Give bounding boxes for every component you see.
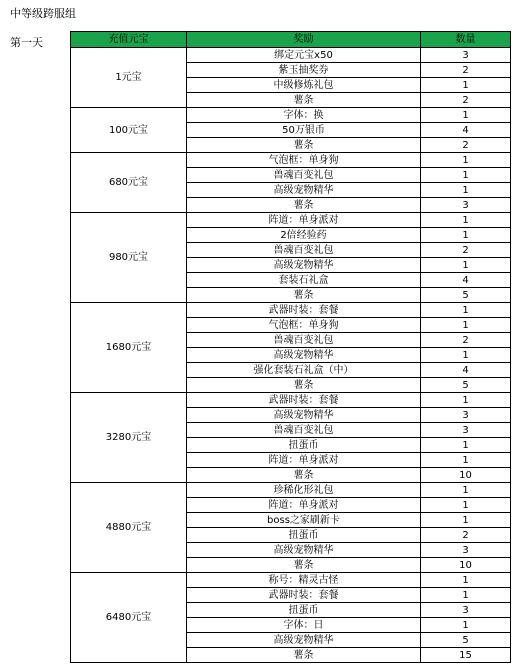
reward-quantity: 4 <box>421 273 511 288</box>
recharge-tier: 1元宝 <box>71 48 187 108</box>
recharge-tier: 100元宝 <box>71 108 187 153</box>
reward-quantity: 1 <box>421 513 511 528</box>
reward-name: 兽魂百变礼包 <box>187 243 421 258</box>
reward-quantity: 2 <box>421 243 511 258</box>
table-row <box>71 483 511 498</box>
recharge-tier: 4880元宝 <box>71 483 187 573</box>
reward-name: 薯条 <box>187 648 421 663</box>
reward-name: 高级宠物精华 <box>187 183 421 198</box>
table-row <box>71 48 511 63</box>
reward-quantity: 4 <box>421 363 511 378</box>
reward-quantity: 10 <box>421 468 511 483</box>
reward-name: 称号：精灵古怪 <box>187 573 421 588</box>
table-header-row <box>71 32 511 48</box>
reward-quantity: 2 <box>421 63 511 78</box>
reward-quantity: 2 <box>421 333 511 348</box>
reward-table <box>70 31 511 663</box>
reward-name: 薯条 <box>187 378 421 393</box>
reward-quantity: 1 <box>421 498 511 513</box>
table-row <box>71 153 511 168</box>
reward-name: 薯条 <box>187 288 421 303</box>
recharge-tier: 1680元宝 <box>71 303 187 393</box>
reward-quantity: 5 <box>421 288 511 303</box>
reward-name: 薯条 <box>187 198 421 213</box>
reward-quantity: 1 <box>421 393 511 408</box>
table-row <box>71 108 511 123</box>
reward-quantity: 1 <box>421 438 511 453</box>
reward-quantity: 4 <box>421 123 511 138</box>
table-row <box>71 573 511 588</box>
reward-quantity: 3 <box>421 543 511 558</box>
reward-quantity: 10 <box>421 558 511 573</box>
reward-name: 中级修炼礼包 <box>187 78 421 93</box>
reward-name: 套装石礼盒 <box>187 273 421 288</box>
reward-quantity: 15 <box>421 648 511 663</box>
table-row <box>71 213 511 228</box>
reward-name: 绑定元宝x50 <box>187 48 421 63</box>
reward-quantity: 5 <box>421 378 511 393</box>
reward-name: 扭蛋币 <box>187 528 421 543</box>
header-reward: 奖励 <box>187 32 421 48</box>
reward-name: 武器时装：套餐 <box>187 588 421 603</box>
reward-name: 扭蛋币 <box>187 438 421 453</box>
reward-name: 高级宠物精华 <box>187 633 421 648</box>
reward-name: boss之家刷新卡 <box>187 513 421 528</box>
reward-quantity: 3 <box>421 198 511 213</box>
reward-name: 兽魂百变礼包 <box>187 333 421 348</box>
table-row <box>71 393 511 408</box>
reward-quantity: 1 <box>421 183 511 198</box>
reward-name: 阵道：单身派对 <box>187 498 421 513</box>
reward-quantity: 5 <box>421 633 511 648</box>
reward-name: 气泡框：单身狗 <box>187 153 421 168</box>
reward-name: 薯条 <box>187 468 421 483</box>
day-label: 第一天 <box>10 36 43 49</box>
reward-name: 薯条 <box>187 93 421 108</box>
reward-quantity: 1 <box>421 168 511 183</box>
reward-name: 高级宠物精华 <box>187 258 421 273</box>
reward-name: 兽魂百变礼包 <box>187 168 421 183</box>
reward-name: 50万银币 <box>187 123 421 138</box>
page-title: 中等级跨服组 <box>10 7 76 20</box>
reward-quantity: 1 <box>421 618 511 633</box>
reward-quantity: 1 <box>421 78 511 93</box>
reward-name: 珍稀化形礼包 <box>187 483 421 498</box>
reward-name: 武器时装：套餐 <box>187 303 421 318</box>
table-row <box>71 303 511 318</box>
reward-name: 薯条 <box>187 138 421 153</box>
recharge-tier: 3280元宝 <box>71 393 187 483</box>
recharge-tier: 6480元宝 <box>71 573 187 663</box>
reward-name: 2倍经验药 <box>187 228 421 243</box>
reward-table-body <box>71 48 511 663</box>
reward-quantity: 1 <box>421 483 511 498</box>
reward-quantity: 1 <box>421 108 511 123</box>
reward-quantity: 1 <box>421 228 511 243</box>
reward-quantity: 3 <box>421 408 511 423</box>
reward-name: 阵道：单身派对 <box>187 453 421 468</box>
reward-quantity: 1 <box>421 573 511 588</box>
recharge-tier: 980元宝 <box>71 213 187 303</box>
reward-name: 扭蛋币 <box>187 603 421 618</box>
reward-quantity: 1 <box>421 258 511 273</box>
reward-name: 阵道：单身派对 <box>187 213 421 228</box>
reward-quantity: 1 <box>421 303 511 318</box>
reward-name: 武器时装：套餐 <box>187 393 421 408</box>
reward-name: 高级宠物精华 <box>187 348 421 363</box>
header-recharge: 充值元宝 <box>71 32 187 48</box>
recharge-tier: 680元宝 <box>71 153 187 213</box>
reward-name: 气泡框：单身狗 <box>187 318 421 333</box>
reward-quantity: 1 <box>421 153 511 168</box>
reward-quantity: 1 <box>421 318 511 333</box>
reward-quantity: 1 <box>421 588 511 603</box>
reward-name: 字体：换 <box>187 108 421 123</box>
reward-name: 高级宠物精华 <box>187 543 421 558</box>
reward-quantity: 1 <box>421 348 511 363</box>
reward-quantity: 3 <box>421 603 511 618</box>
reward-name: 兽魂百变礼包 <box>187 423 421 438</box>
reward-quantity: 2 <box>421 528 511 543</box>
reward-name: 高级宠物精华 <box>187 408 421 423</box>
reward-name: 紫玉抽奖券 <box>187 63 421 78</box>
reward-quantity: 3 <box>421 423 511 438</box>
header-quantity: 数量 <box>421 32 511 48</box>
reward-quantity: 1 <box>421 453 511 468</box>
reward-quantity: 1 <box>421 213 511 228</box>
reward-quantity: 2 <box>421 93 511 108</box>
reward-quantity: 2 <box>421 138 511 153</box>
reward-quantity: 3 <box>421 48 511 63</box>
reward-name: 薯条 <box>187 558 421 573</box>
reward-name: 强化套装石礼盒（中） <box>187 363 421 378</box>
reward-name: 字体：日 <box>187 618 421 633</box>
